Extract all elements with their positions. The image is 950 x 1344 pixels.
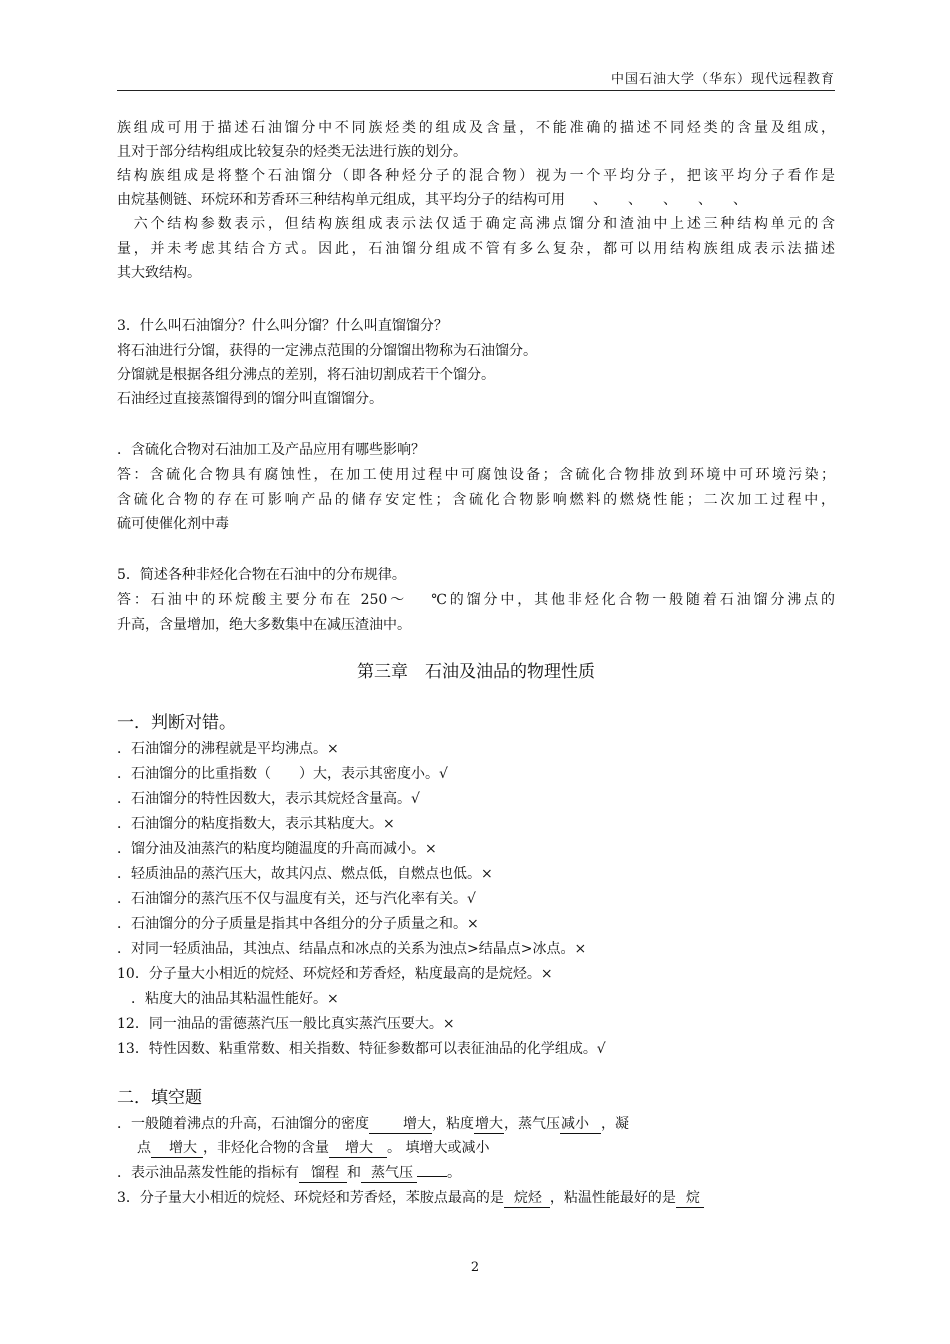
fill-text: ，凝 — [601, 1116, 629, 1132]
answer-line: 答：含硫化合物具有腐蚀性，在加工使用过程中可腐蚀设备；含硫化合物排放到环境中可环境污染； — [117, 467, 835, 483]
answer-line: 含硫化合物的存在可影响产品的储存安定性；含硫化合物影响燃料的燃烧性能；二次加工过程中， — [117, 492, 835, 508]
fill-text: 和 — [347, 1165, 361, 1181]
fill-blank-item — [117, 1112, 835, 1136]
fill-text: 。 — [447, 1165, 461, 1181]
question-title: 3．什么叫石油馏分？什么叫分馏？什么叫直馏馏分？ — [117, 318, 448, 334]
answer-line: 答：石油中的环烷酸主要分布在 250～ ℃的馏分中，其他非烃化合物一般随着石油馏分沸点的 — [117, 592, 835, 608]
fill-text: ，粘度 — [432, 1116, 474, 1132]
answer-line: 石油经过直接蒸馏得到的馏分叫直馏馏分。 — [117, 391, 383, 407]
fill-text: 3．分子量大小相近的烷烃、环烷烃和芳香烃，苯胺点最高的是 — [117, 1190, 504, 1206]
judgment-item: ．对同一轻质油品，其浊点、结晶点和冰点的关系为浊点>结晶点>冰点。× — [117, 941, 587, 957]
fill-blank-item — [117, 1186, 835, 1210]
judgment-item: ．石油馏分的粘度指数大，表示其粘度大。× — [117, 816, 395, 832]
judgment-item: 10．分子量大小相近的烷烃、环烷烃和芳香烃，粘度最高的是烷烃。× — [117, 966, 553, 982]
answer-line: 将石油进行分馏，获得的一定沸点范围的分馏馏出物称为石油馏分。 — [117, 343, 537, 359]
judgment-item: 13．特性因数、粘重常数、相关指数、特征参数都可以表征油品的化学组成。√ — [117, 1041, 606, 1057]
judgment-item: ．粘度大的油品其粘温性能好。× — [117, 991, 339, 1007]
judgment-item: ．石油馏分的蒸汽压不仅与温度有关，还与汽化率有关。√ — [117, 891, 476, 907]
fill-text: 点 — [137, 1140, 151, 1156]
fill-blank-item — [117, 1161, 835, 1185]
chapter-title: 第三章 石油及油品的物理性质 — [357, 662, 595, 682]
paragraph-line: 由烷基侧链、环烷环和芳香环三种结构单元组成，其平均分子的结构可用 、 、 、 、 、 — [117, 192, 747, 208]
fill-text: ．表示油品蒸发性能的指标有 — [117, 1165, 299, 1181]
judgment-item: ．轻质油品的蒸汽压大，故其闪点、燃点低，自燃点也低。× — [117, 866, 493, 882]
question-title: 5．简述各种非烃化合物在石油中的分布规律。 — [117, 567, 406, 583]
paragraph-line: 量，并未考虑其结合方式。因此，石油馏分组成不管有多么复杂，都可以用结构族组成表示法描述 — [117, 241, 835, 257]
fill-answer: 蒸气压 — [361, 1164, 417, 1183]
paragraph-line: 六个结构参数表示，但结构族组成表示法仅适于确定高沸点馏分和渣油中上述三种结构单元的含 — [117, 216, 835, 232]
paragraph-line: 族组成可用于描述石油馏分中不同族烃类的组成及含量，不能准确的描述不同烃类的含量及组成， — [117, 120, 835, 136]
judgment-item: ．石油馏分的比重指数（ ）大，表示其密度小。√ — [117, 766, 448, 782]
fill-answer: 馏程 — [299, 1164, 347, 1183]
judgment-item: 12．同一油品的雷德蒸汽压一般比真实蒸汽压要大。× — [117, 1016, 455, 1032]
paragraph-line: 其大致结构。 — [117, 265, 201, 281]
fill-answer-blank — [417, 1176, 447, 1177]
section-title: 二．填空题 — [117, 1088, 202, 1108]
fill-answer: 烷 — [676, 1189, 704, 1208]
fill-answer: 增大 — [329, 1139, 387, 1158]
fill-answer: 增大 — [369, 1115, 432, 1134]
judgment-item: ．石油馏分的沸程就是平均沸点。× — [117, 741, 339, 757]
fill-answer: 减小 — [560, 1115, 601, 1134]
fill-answer: 增大 — [475, 1116, 503, 1132]
answer-line: 分馏就是根据各组分沸点的差别，将石油切割成若干个馏分。 — [117, 367, 495, 383]
question-title: ．含硫化合物对石油加工及产品应用有哪些影响？ — [117, 442, 425, 458]
section-title: 一．判断对错。 — [117, 713, 236, 733]
fill-answer: 增大 — [151, 1139, 203, 1158]
answer-line: 硫可使催化剂中毒 — [117, 516, 229, 532]
fill-text: 。 填增大或减小 — [387, 1140, 490, 1156]
paragraph-line: 结构族组成是将整个石油馏分（即各种烃分子的混合物）视为一个平均分子，把该平均分子看作是 — [117, 168, 835, 184]
answer-line: 升高，含量增加，绝大多数集中在减压渣油中。 — [117, 617, 411, 633]
page-header — [117, 64, 835, 91]
page-number: 2 — [470, 1260, 480, 1275]
judgment-item: ．石油馏分的分子质量是指其中各组分的分子质量之和。× — [117, 916, 479, 932]
fill-text: ，粘温性能最好的是 — [549, 1190, 676, 1206]
fill-text: ．一般随着沸点的升高，石油馏分的密度 — [117, 1116, 369, 1132]
fill-answer: 烷烃 — [504, 1189, 550, 1208]
fill-text: ，蒸气压 — [504, 1116, 560, 1132]
fill-text: ，非烃化合物的含量 — [203, 1140, 329, 1156]
judgment-item: ．馏分油及油蒸汽的粘度均随温度的升高而减小。× — [117, 841, 437, 857]
institution-name: 中国石油大学（华东）现代远程教育 — [610, 72, 835, 87]
paragraph-line: 且对于部分结构组成比较复杂的烃类无法进行族的划分。 — [117, 144, 467, 160]
judgment-item: ．石油馏分的特性因数大，表示其烷烃含量高。√ — [117, 791, 420, 807]
fill-blank-item — [117, 1136, 835, 1160]
